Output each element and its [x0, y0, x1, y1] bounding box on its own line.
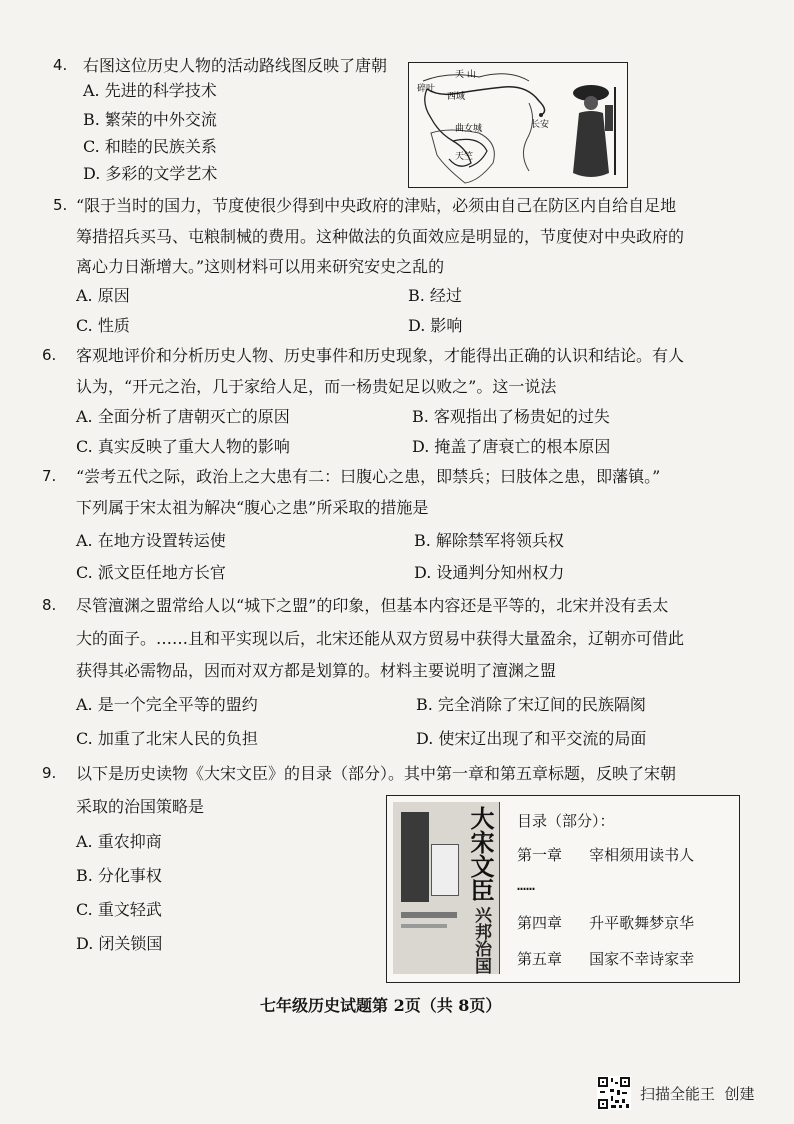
- question-text-line-2: 下列属于宋太祖为解决“腹心之患”所采取的措施是: [76, 498, 429, 517]
- map-label-changan: 长安: [531, 120, 550, 130]
- option-c: C. 派文臣任地方长官: [76, 563, 226, 582]
- map-label-tianshan: 天 山: [455, 70, 476, 80]
- question-text-line-2: 筹措招兵买马、屯粮制械的费用。这种做法的负面效应是明显的，节度使对中央政府的: [76, 227, 685, 246]
- question-number: 7.: [42, 467, 57, 485]
- option-d: D. 多彩的文学艺术: [83, 164, 218, 183]
- question-number: 8.: [42, 596, 57, 614]
- question-text-line-1: 以下是历史读物《大宋文臣》的目录（部分）。其中第一章和第五章标题，反映了宋朝: [76, 764, 677, 783]
- option-b: B. 经过: [408, 286, 462, 305]
- option-b: B. 解除禁军将领兵权: [414, 531, 564, 550]
- question-text-line-1: 客观地评价和分析历史人物、历史事件和历史现象，才能得出正确的认识和结论。有人: [76, 346, 685, 365]
- question-text-line-2: 认为，“开元之治，几于家给人足，而一杨贵妃足以败之”。这一说法: [76, 377, 557, 396]
- option-c: C. 加重了北宋人民的负担: [76, 729, 258, 748]
- toc-ellipsis: ……: [517, 876, 536, 894]
- route-map: [409, 63, 627, 187]
- option-a: A. 原因: [76, 286, 130, 305]
- book-subtitle: 兴邦治国: [471, 906, 491, 974]
- question-text-line-1: 尽管澶渊之盟常给人以“城下之盟”的印象，但基本内容还是平等的，北宋并没有丢太: [76, 596, 669, 615]
- option-a: A. 先进的科学技术: [83, 81, 217, 100]
- option-a: A. 在地方设置转运使: [76, 531, 226, 550]
- question-stem: 右图这位历史人物的活动路线图反映了唐朝: [83, 56, 388, 75]
- question-number: 4.: [53, 56, 68, 74]
- book-toc-figure: [386, 795, 740, 983]
- map-label-suiye: 碎叶: [417, 84, 436, 94]
- question-number: 9.: [42, 764, 57, 782]
- option-d: D. 闭关锁国: [76, 934, 163, 953]
- page-footer: 七年级历史试题第 2页（共 8页）: [260, 996, 502, 1015]
- option-b: B. 完全消除了宋辽间的民族隔阂: [416, 695, 646, 714]
- option-a: A. 重农抑商: [76, 832, 162, 851]
- question-text-line-1: “尝考五代之际，政治上之大患有二：曰腹心之患，即禁兵；曰肢体之患，即藩镇。”: [76, 467, 661, 486]
- route-map-figure: [408, 62, 628, 188]
- option-c: C. 性质: [76, 316, 130, 335]
- question-number: 5.: [53, 196, 68, 214]
- option-c: C. 重文轻武: [76, 900, 162, 919]
- option-c: C. 真实反映了重大人物的影响: [76, 437, 290, 456]
- option-b: B. 客观指出了杨贵妃的过失: [412, 407, 610, 426]
- scanner-watermark: 扫描全能王 创建: [640, 1085, 755, 1103]
- map-label-tianzhu: 天竺: [455, 152, 474, 162]
- question-number: 6.: [42, 346, 57, 364]
- toc-item: 第一章 宰相须用读书人: [517, 846, 695, 864]
- map-label-qunvcheng: 曲女城: [455, 124, 483, 134]
- option-d: D. 掩盖了唐衰亡的根本原因: [412, 437, 611, 456]
- question-text-line-3: 获得其必需物品，因而对双方都是划算的。材料主要说明了澶渊之盟: [76, 661, 557, 680]
- book-cover-image: [393, 802, 500, 974]
- monk-figure-illustration: [573, 85, 615, 177]
- option-d: D. 使宋辽出现了和平交流的局面: [416, 729, 647, 748]
- option-b: B. 繁荣的中外交流: [83, 110, 217, 129]
- toc-item: 第五章 国家不幸诗家幸: [517, 950, 695, 968]
- option-b: B. 分化事权: [76, 866, 162, 885]
- question-text-line-2: 大的面子。……且和平实现以后，北宋还能从双方贸易中获得大量盈余，辽朝亦可借此: [76, 629, 685, 648]
- question-text-line-1: “限于当时的国力，节度使很少得到中央政府的津贴，必须由自己在防区内自给自足地: [76, 196, 677, 215]
- option-c: C. 和睦的民族关系: [83, 137, 217, 156]
- option-d: D. 设通判分知州权力: [414, 563, 565, 582]
- toc-item: 第四章 升平歌舞梦京华: [517, 914, 695, 932]
- question-text-line-2: 采取的治国策略是: [76, 797, 205, 816]
- toc-heading: 目录（部分）：: [517, 812, 615, 830]
- option-d: D. 影响: [408, 316, 463, 335]
- book-title: 大宋文臣: [466, 806, 495, 902]
- question-text-line-3: 离心力日渐增大。”这则材料可以用来研究安史之乱的: [76, 257, 445, 276]
- qr-code-icon: [597, 1076, 631, 1110]
- map-label-xiyu: 西域: [447, 92, 466, 102]
- option-a: A. 是一个完全平等的盟约: [76, 695, 258, 714]
- option-a: A. 全面分析了唐朝灭亡的原因: [76, 407, 290, 426]
